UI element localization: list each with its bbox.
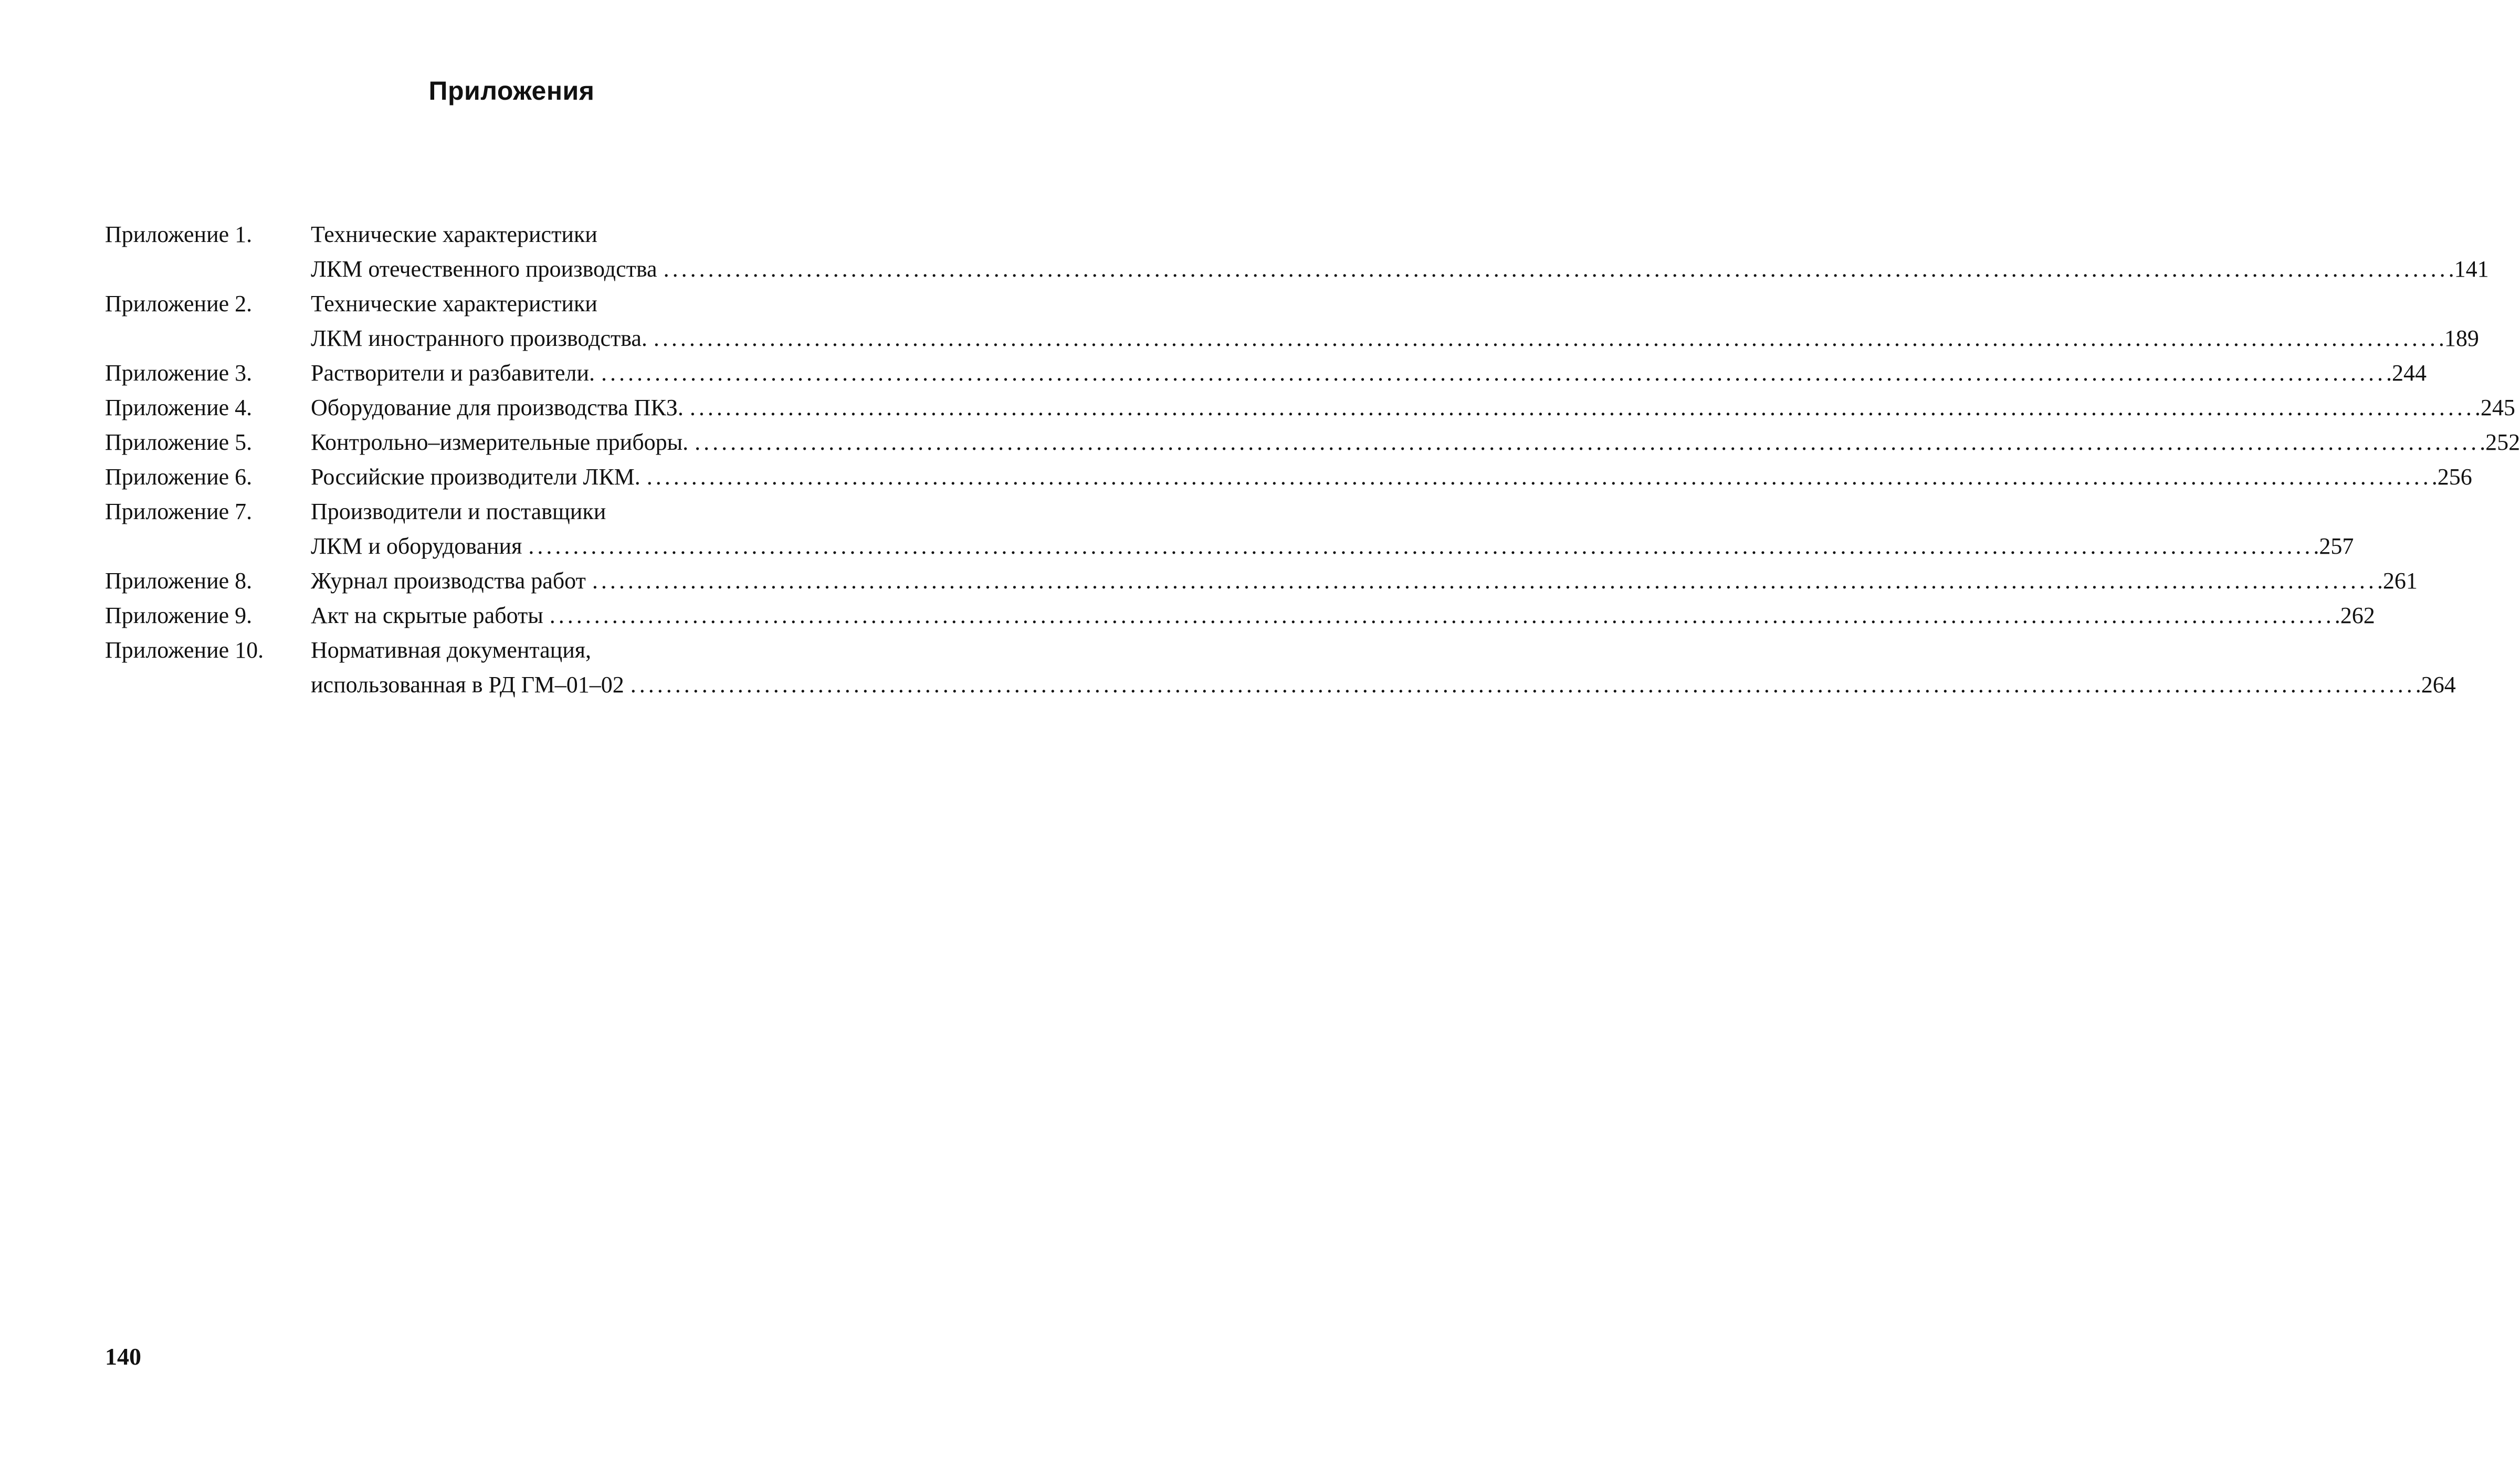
toc-entry-title-line: ЛКМ отечественного производства bbox=[311, 256, 657, 282]
toc-entry-title-line: Технические характеристики bbox=[311, 221, 597, 247]
toc-entry-page-number: .141 bbox=[2448, 256, 2489, 282]
toc-entry-page-number: .257 bbox=[2313, 533, 2354, 559]
page-number: 140 bbox=[105, 1343, 141, 1370]
toc-entry-title-line: Нормативная документация, bbox=[311, 637, 592, 663]
toc-entry-label: Приложение 5. bbox=[105, 429, 253, 455]
toc-entry-title bbox=[311, 390, 2515, 425]
toc-entry-title-line: ЛКМ иностранного производства. bbox=[311, 325, 647, 351]
toc-entry-title bbox=[311, 598, 2375, 633]
toc-entry-title-line: Растворители и разбавители. bbox=[311, 360, 595, 386]
toc-entry-title-last-line bbox=[311, 598, 2375, 633]
toc-entry-page-number: .264 bbox=[2415, 672, 2456, 698]
toc-entry-title bbox=[311, 356, 2427, 390]
toc-entry-title-line: использованная в РД ГМ–01–02 bbox=[311, 672, 624, 698]
toc-entry-label: Приложение 3. bbox=[105, 360, 253, 386]
dot-leader: ........................................................................................................................................................................................................ bbox=[663, 256, 2449, 282]
toc-entry-title-line: Российские производители ЛКМ. bbox=[311, 464, 640, 490]
toc-entry-page-number: .262 bbox=[2334, 603, 2375, 628]
toc-entry bbox=[105, 390, 2515, 425]
toc-entry-page-number: .245 bbox=[2474, 395, 2515, 420]
dot-leader: ........................................................................................................................................................................................................ bbox=[630, 672, 2416, 698]
toc-entry-title bbox=[311, 564, 2418, 598]
toc-entry-page-number: .261 bbox=[2377, 568, 2418, 594]
toc-entry-title-last-line bbox=[311, 321, 2479, 356]
toc-entry-title-line: Журнал производства работ bbox=[311, 568, 586, 594]
toc-entry-title-last-line bbox=[311, 460, 2472, 494]
dot-leader: ........................................................................................................................................................................................................ bbox=[646, 464, 2432, 490]
toc-entry-title bbox=[311, 287, 2479, 356]
toc-entry-title-line: Акт на скрытые работы bbox=[311, 603, 543, 628]
toc-entry-title-last-line bbox=[311, 390, 2515, 425]
toc-entry-page-number: .244 bbox=[2386, 360, 2427, 386]
toc-entry-label: Приложение 1. bbox=[105, 221, 253, 247]
toc-entry-title-line: ЛКМ и оборудования bbox=[311, 533, 522, 559]
toc-entry bbox=[105, 598, 2375, 633]
toc-entry-label: Приложение 7. bbox=[105, 499, 253, 524]
toc-entry bbox=[105, 564, 2418, 598]
dot-leader: ........................................................................................................................................................................................................ bbox=[695, 429, 2480, 455]
toc-entry-title bbox=[311, 494, 2354, 564]
toc-entry bbox=[105, 217, 2489, 287]
toc-entry bbox=[105, 494, 2354, 564]
toc-entry bbox=[105, 633, 2456, 702]
toc-entry-title-line: Контрольно–измерительные приборы. bbox=[311, 429, 689, 455]
toc-entry-title-line: Производители и поставщики bbox=[311, 499, 606, 524]
toc-entry-title bbox=[311, 460, 2472, 494]
toc-entry-title bbox=[311, 633, 2456, 702]
toc-entry-page-number: .189 bbox=[2438, 325, 2479, 351]
dot-leader: ........................................................................................................................................................................................................ bbox=[601, 360, 2386, 386]
toc-entry-title-last-line bbox=[311, 356, 2427, 390]
toc-entry-title-last-line bbox=[311, 252, 2489, 287]
toc-entry-label: Приложение 6. bbox=[105, 464, 253, 490]
dot-leader: ........................................................................................................................................................................................................ bbox=[528, 533, 2314, 559]
toc-entry bbox=[105, 287, 2479, 356]
toc-entry bbox=[105, 356, 2427, 390]
toc-entry bbox=[105, 425, 2520, 460]
toc-entry-title-last-line bbox=[311, 668, 2456, 702]
dot-leader: ........................................................................................................................................................................................................ bbox=[653, 325, 2439, 351]
toc-entry-title bbox=[311, 425, 2520, 460]
toc-entry-page-number: .256 bbox=[2431, 464, 2472, 490]
toc-entry bbox=[105, 460, 2472, 494]
toc-entry-title-last-line bbox=[311, 529, 2354, 564]
toc-entry-title-last-line bbox=[311, 425, 2520, 460]
dot-leader: ........................................................................................................................................................................................................ bbox=[689, 395, 2475, 420]
dot-leader: ........................................................................................................................................................................................................ bbox=[592, 568, 2377, 594]
toc-entry-label: Приложение 2. bbox=[105, 291, 253, 316]
toc-entry-title bbox=[311, 217, 2489, 287]
toc-entry-label: Приложение 4. bbox=[105, 395, 253, 420]
toc-entry-title-line: Технические характеристики bbox=[311, 291, 597, 316]
toc-entry-title-line: Оборудование для производства ПКЗ. bbox=[311, 395, 684, 420]
page-title: Приложения bbox=[428, 76, 595, 105]
toc-entry-label: Приложение 8. bbox=[105, 568, 253, 594]
dot-leader: ........................................................................................................................................................................................................ bbox=[549, 603, 2335, 628]
toc-entry-label: Приложение 9. bbox=[105, 603, 253, 628]
toc-entry-title-last-line bbox=[311, 564, 2418, 598]
toc-entry-label: Приложение 10. bbox=[105, 637, 264, 663]
toc-entry-page-number: .252 bbox=[2480, 429, 2520, 455]
table-of-contents bbox=[105, 217, 2520, 702]
